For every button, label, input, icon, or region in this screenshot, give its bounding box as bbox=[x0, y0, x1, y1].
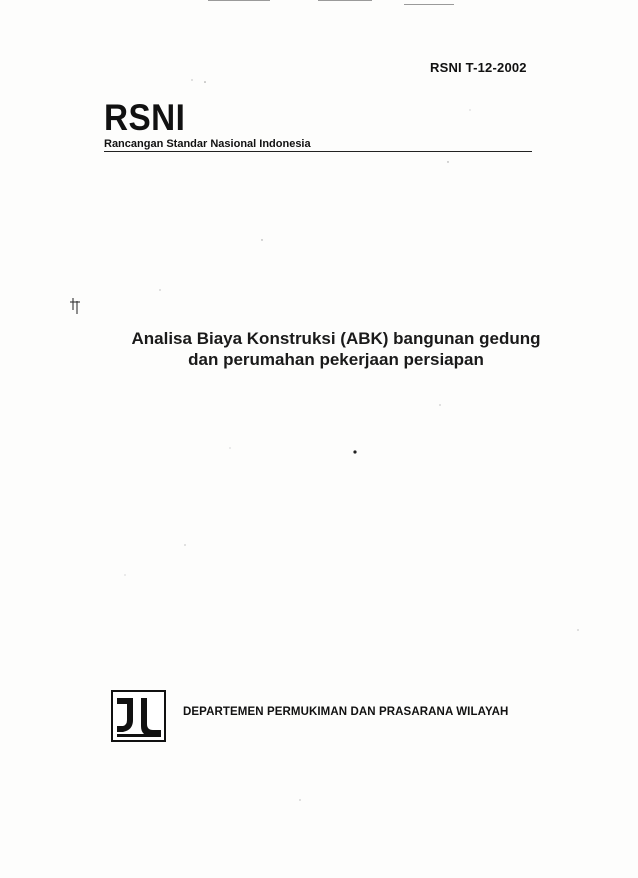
department-name: DEPARTEMEN PERMUKIMAN DAN PRASARANA WILAYAH bbox=[183, 706, 509, 718]
brand-subtitle: Rancangan Standar Nasional Indonesia bbox=[104, 138, 311, 150]
title-line-2: dan perumahan pekerjaan persiapan bbox=[188, 350, 484, 369]
brand-title: RSNI bbox=[104, 97, 186, 138]
document-title bbox=[110, 328, 562, 370]
document-number: RSNI T-12-2002 bbox=[430, 60, 527, 75]
department-emblem-icon bbox=[111, 690, 166, 742]
title-line-1: Analisa Biaya Konstruksi (ABK) bangunan gedung bbox=[131, 329, 541, 348]
header-divider bbox=[104, 151, 532, 152]
